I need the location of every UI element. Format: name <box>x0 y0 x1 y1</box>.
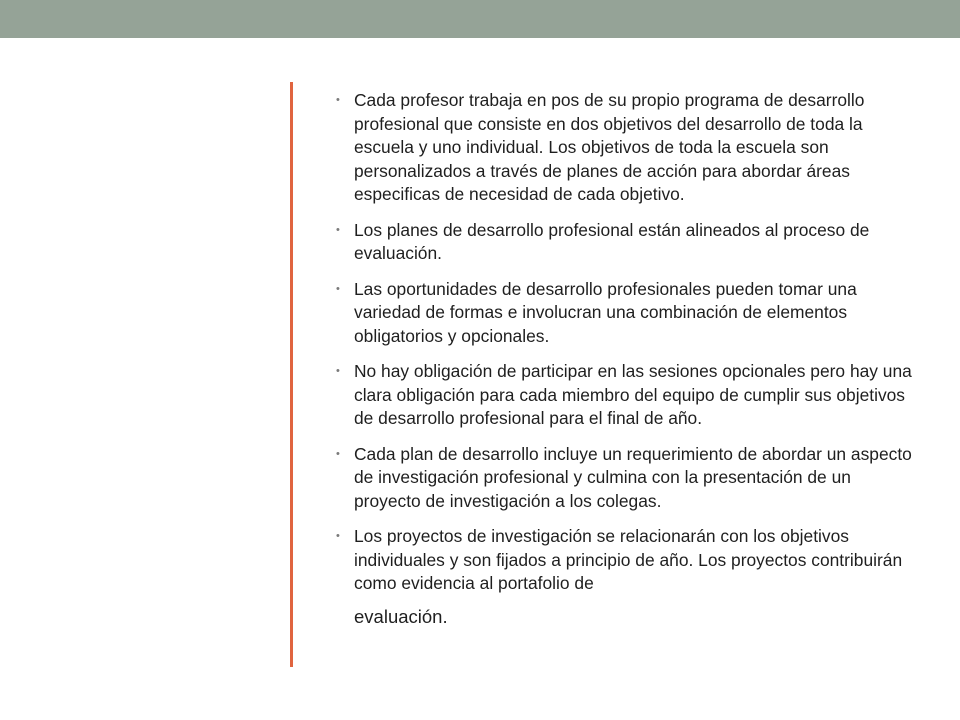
bullet-item-5 <box>336 443 916 514</box>
bullet-item-3 <box>336 278 916 349</box>
bullet-list <box>336 89 916 632</box>
bullet-text-trailing-line: evaluación. <box>354 605 448 627</box>
bullet-text: Cada profesor trabaja en pos de su propio programa de desarrollo profesional que consiste en dos objetivos del desarrollo de toda la escuela y uno individual. Los objetivos de toda la escuela son personalizados a través de planes de acción para abordar áreas especificas de necesidad de cada objetivo. <box>354 90 865 204</box>
bullet-item-2 <box>336 219 916 266</box>
bullet-text: Cada plan de desarrollo incluye un requerimiento de abordar un aspecto de investigación profesional y culmina con la presentación de un proyecto de investigación a los colegas. <box>354 443 912 511</box>
bullet-text: No hay obligación de participar en las sesiones opcionales pero hay una clara obligación para cada miembro del equipo de cumplir sus objetivos de desarrollo profesional para el final de año. <box>354 361 912 428</box>
bullet-item-1 <box>336 89 916 207</box>
bullet-dot-icon: • <box>336 282 340 295</box>
bullet-dot-icon: • <box>336 365 340 377</box>
bullet-text: Los planes de desarrollo profesional están alineados al proceso de evaluación. <box>354 219 870 263</box>
bullet-item-6 <box>336 525 916 632</box>
vertical-accent-line <box>290 82 293 667</box>
bullet-item-4 <box>336 360 916 431</box>
bullet-dot-icon: • <box>336 447 340 460</box>
bullet-dot-icon: • <box>336 223 340 236</box>
top-title-bar <box>0 0 960 38</box>
bullet-text: Las oportunidades de desarrollo profesionales pueden tomar una variedad de formas e involucran una combinación de elementos obligatorios y opcionales. <box>354 278 857 346</box>
bullet-dot-icon: • <box>336 530 340 542</box>
bullet-dot-icon: • <box>336 94 340 106</box>
bullet-text: Los proyectos de investigación se relacionarán con los objetivos individuales y son fijados a principio de año. Los proyectos contribuirán como evidencia al portafolio de <box>354 526 903 593</box>
